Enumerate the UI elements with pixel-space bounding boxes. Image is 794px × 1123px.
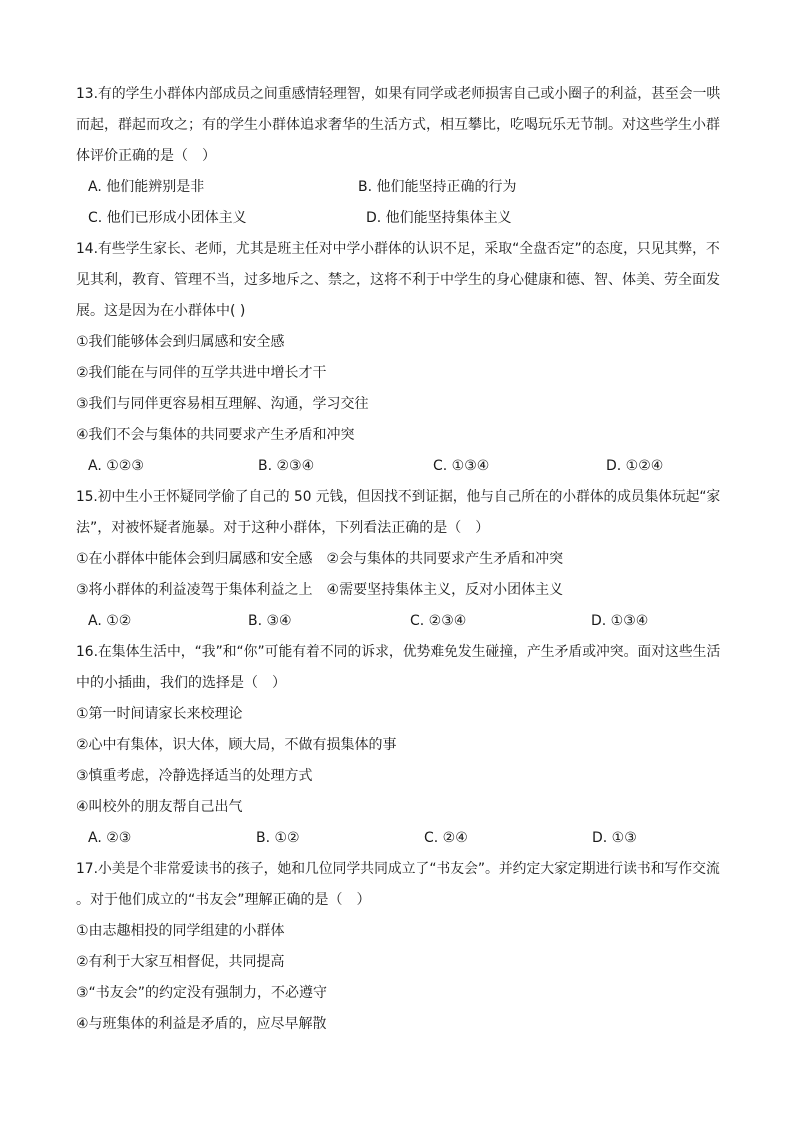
- q17-item-4: ④与班集体的利益是矛盾的，应尽早解散: [76, 1016, 327, 1032]
- q13-option-a: A. 他们能辨别是非: [88, 179, 205, 195]
- q14-stem-line-1: 14.有些学生家长、老师，尤其是班主任对中学小群体的认识不足，采取“全盘否定”的态度，只见其弊，不: [76, 241, 720, 257]
- q16-item-4: ④叫校外的朋友帮自己出气: [76, 799, 243, 815]
- q14-item-4: ④我们不会与集体的共同要求产生矛盾和冲突: [76, 427, 355, 443]
- q13-option-c: C. 他们已形成小团体主义: [88, 210, 247, 226]
- q15-option-d: D. ①③④: [591, 613, 649, 629]
- q14-item-1: ①我们能够体会到归属感和安全感: [76, 334, 285, 350]
- q15-options: [88, 611, 728, 631]
- q14-option-b: B. ②③④: [258, 458, 315, 474]
- q15-item-row-2: ③将小群体的利益凌驾于集体利益之上 ④需要坚持集体主义，反对小团体主义: [76, 582, 564, 598]
- q16-option-b: B. ①②: [256, 830, 300, 846]
- q15-item-row-1: ①在小群体中能体会到归属感和安全感 ②会与集体的共同要求产生矛盾和冲突: [76, 551, 564, 567]
- q16-stem-line-1: 16.在集体生活中，“我”和“你”可能有着不同的诉求，优势难免发生碰撞，产生矛盾或冲突。面对这些生活: [76, 644, 721, 660]
- q14-stem-line-2: 见其利，教育、管理不当，过多地斥之、禁之，这将不利于中学生的身心健康和德、智、体美、劳全面发: [76, 272, 720, 288]
- q14-options: [88, 456, 728, 476]
- q15-option-a: A. ①②: [88, 613, 132, 629]
- q16-item-2: ②心中有集体，识大体，顾大局，不做有损集体的事: [76, 737, 397, 753]
- q13-options-row-2: [88, 208, 728, 228]
- q15-option-c: C. ②③④: [410, 613, 467, 629]
- q14-option-c: C. ①③④: [433, 458, 490, 474]
- q17-item-3: ③“书友会”的约定没有强制力，不必遵守: [76, 985, 328, 1001]
- q16-options: [88, 828, 728, 848]
- q16-item-1: ①第一时间请家长来校理论: [76, 706, 243, 722]
- q15-stem-line-1: 15.初中生小王怀疑同学偷了自己的 50 元钱，但因找不到证据，他与自己所在的小群体的成员集体玩起“家: [76, 489, 721, 505]
- q16-item-3: ③慎重考虑，冷静选择适当的处理方式: [76, 768, 313, 784]
- q16-option-a: A. ②③: [88, 830, 132, 846]
- q13-stem-line-3: 体评价正确的是（ ）: [76, 148, 216, 164]
- q13-option-b: B. 他们能坚持正确的行为: [358, 179, 517, 195]
- q16-option-d: D. ①③: [592, 830, 637, 846]
- q14-option-d: D. ①②④: [606, 458, 664, 474]
- q13-stem-line-1: 13.有的学生小群体内部成员之间重感情轻理智，如果有同学或老师损害自己或小圈子的利益，甚至会一哄: [76, 86, 721, 102]
- q14-option-a: A. ①②③: [88, 458, 144, 474]
- q17-stem-line-1: 17.小美是个非常爱读书的孩子，她和几位同学共同成立了“书友会”。并约定大家定期进行读书和写作交流: [76, 861, 720, 877]
- q14-item-2: ②我们能在与同伴的互学共进中增长才干: [76, 365, 327, 381]
- q14-item-3: ③我们与同伴更容易相互理解、沟通，学习交往: [76, 396, 369, 412]
- q17-item-2: ②有利于大家互相督促，共同提高: [76, 954, 285, 970]
- q15-option-b: B. ③④: [248, 613, 292, 629]
- q13-options-row-1: [88, 177, 728, 197]
- q15-stem-line-2: 法”，对被怀疑者施暴。对于这种小群体，下列看法正确的是（ ）: [76, 520, 490, 536]
- q13-stem-line-2: 而起，群起而攻之；有的学生小群体追求奢华的生活方式，相互攀比，吃喝玩乐无节制。对这些学生小群: [76, 117, 720, 133]
- q17-item-1: ①由志趣相投的同学组建的小群体: [76, 923, 285, 939]
- q16-stem-line-2: 中的小插曲，我们的选择是（ ）: [76, 675, 286, 691]
- q16-option-c: C. ②④: [424, 830, 468, 846]
- q14-stem-line-3: 展。这是因为在小群体中( ): [76, 303, 246, 319]
- q17-stem-line-2: 。对于他们成立的“书友会”理解正确的是（ ）: [76, 892, 371, 908]
- q13-option-d: D. 他们能坚持集体主义: [366, 210, 512, 226]
